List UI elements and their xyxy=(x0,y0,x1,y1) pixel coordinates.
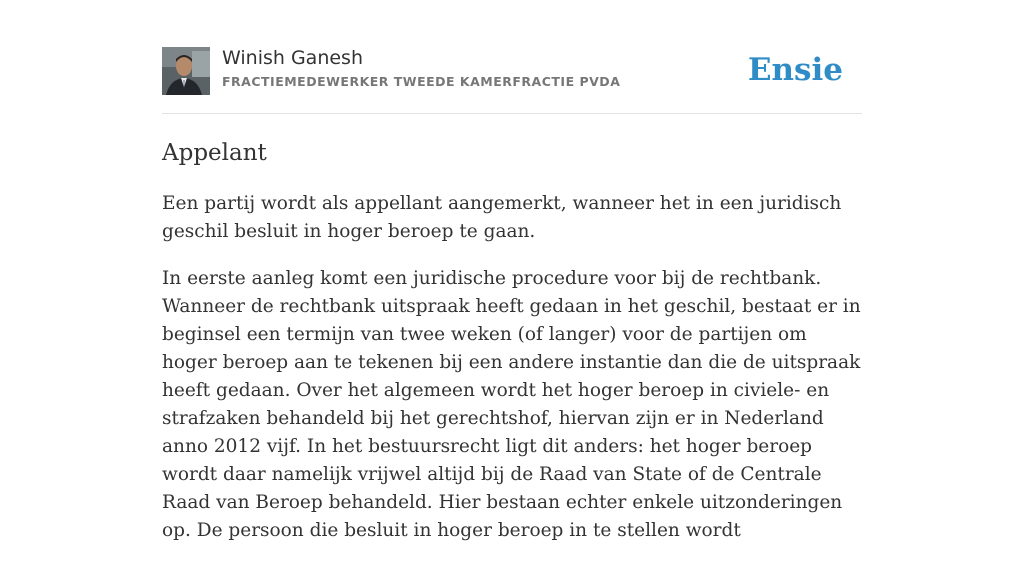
author-header xyxy=(162,46,862,96)
author-role: FRACTIEMEDEWERKER TWEEDE KAMERFRACTIE PVDA xyxy=(222,74,621,89)
avatar-photo-icon xyxy=(162,47,210,95)
article-page xyxy=(162,0,862,541)
article-body xyxy=(162,190,862,564)
article-paragraph: Een partij wordt als appellant aangemerkt, wanneer het in een juridisch geschil besluit in hoger beroep te gaan. xyxy=(162,193,842,242)
author-name[interactable]: Winish Ganesh xyxy=(222,47,363,69)
brand-logo[interactable]: Ensie xyxy=(747,52,843,88)
article-title: Appelant xyxy=(162,140,267,166)
article-paragraph: In eerste aanleg komt een juridische procedure voor bij de rechtbank. Wanneer de rechtbank uitspraak heeft gedaan in het geschil, bestaat er in beginsel een termijn van twee weken (of langer) voor de partijen om hoger beroep aan te tekenen bij een andere instantie dan die de uitspraak heeft gedaan. Over het algemeen wordt het hoger beroep in civiele- en strafzaken behandeld bij het gerechtshof, hiervan zijn er in Nederland anno 2012 vijf. In het bestuursrecht ligt dit anders: het hoger beroep wordt daar namelijk vrijwel altijd bij de Raad van State of de Centrale Raad van Beroep behandeld. Hier bestaan echter enkele uitzonderingen op. De persoon die besluit in hoger beroep in te stellen wordt xyxy=(162,268,861,541)
header-divider xyxy=(162,113,862,114)
author-avatar[interactable] xyxy=(162,47,210,95)
